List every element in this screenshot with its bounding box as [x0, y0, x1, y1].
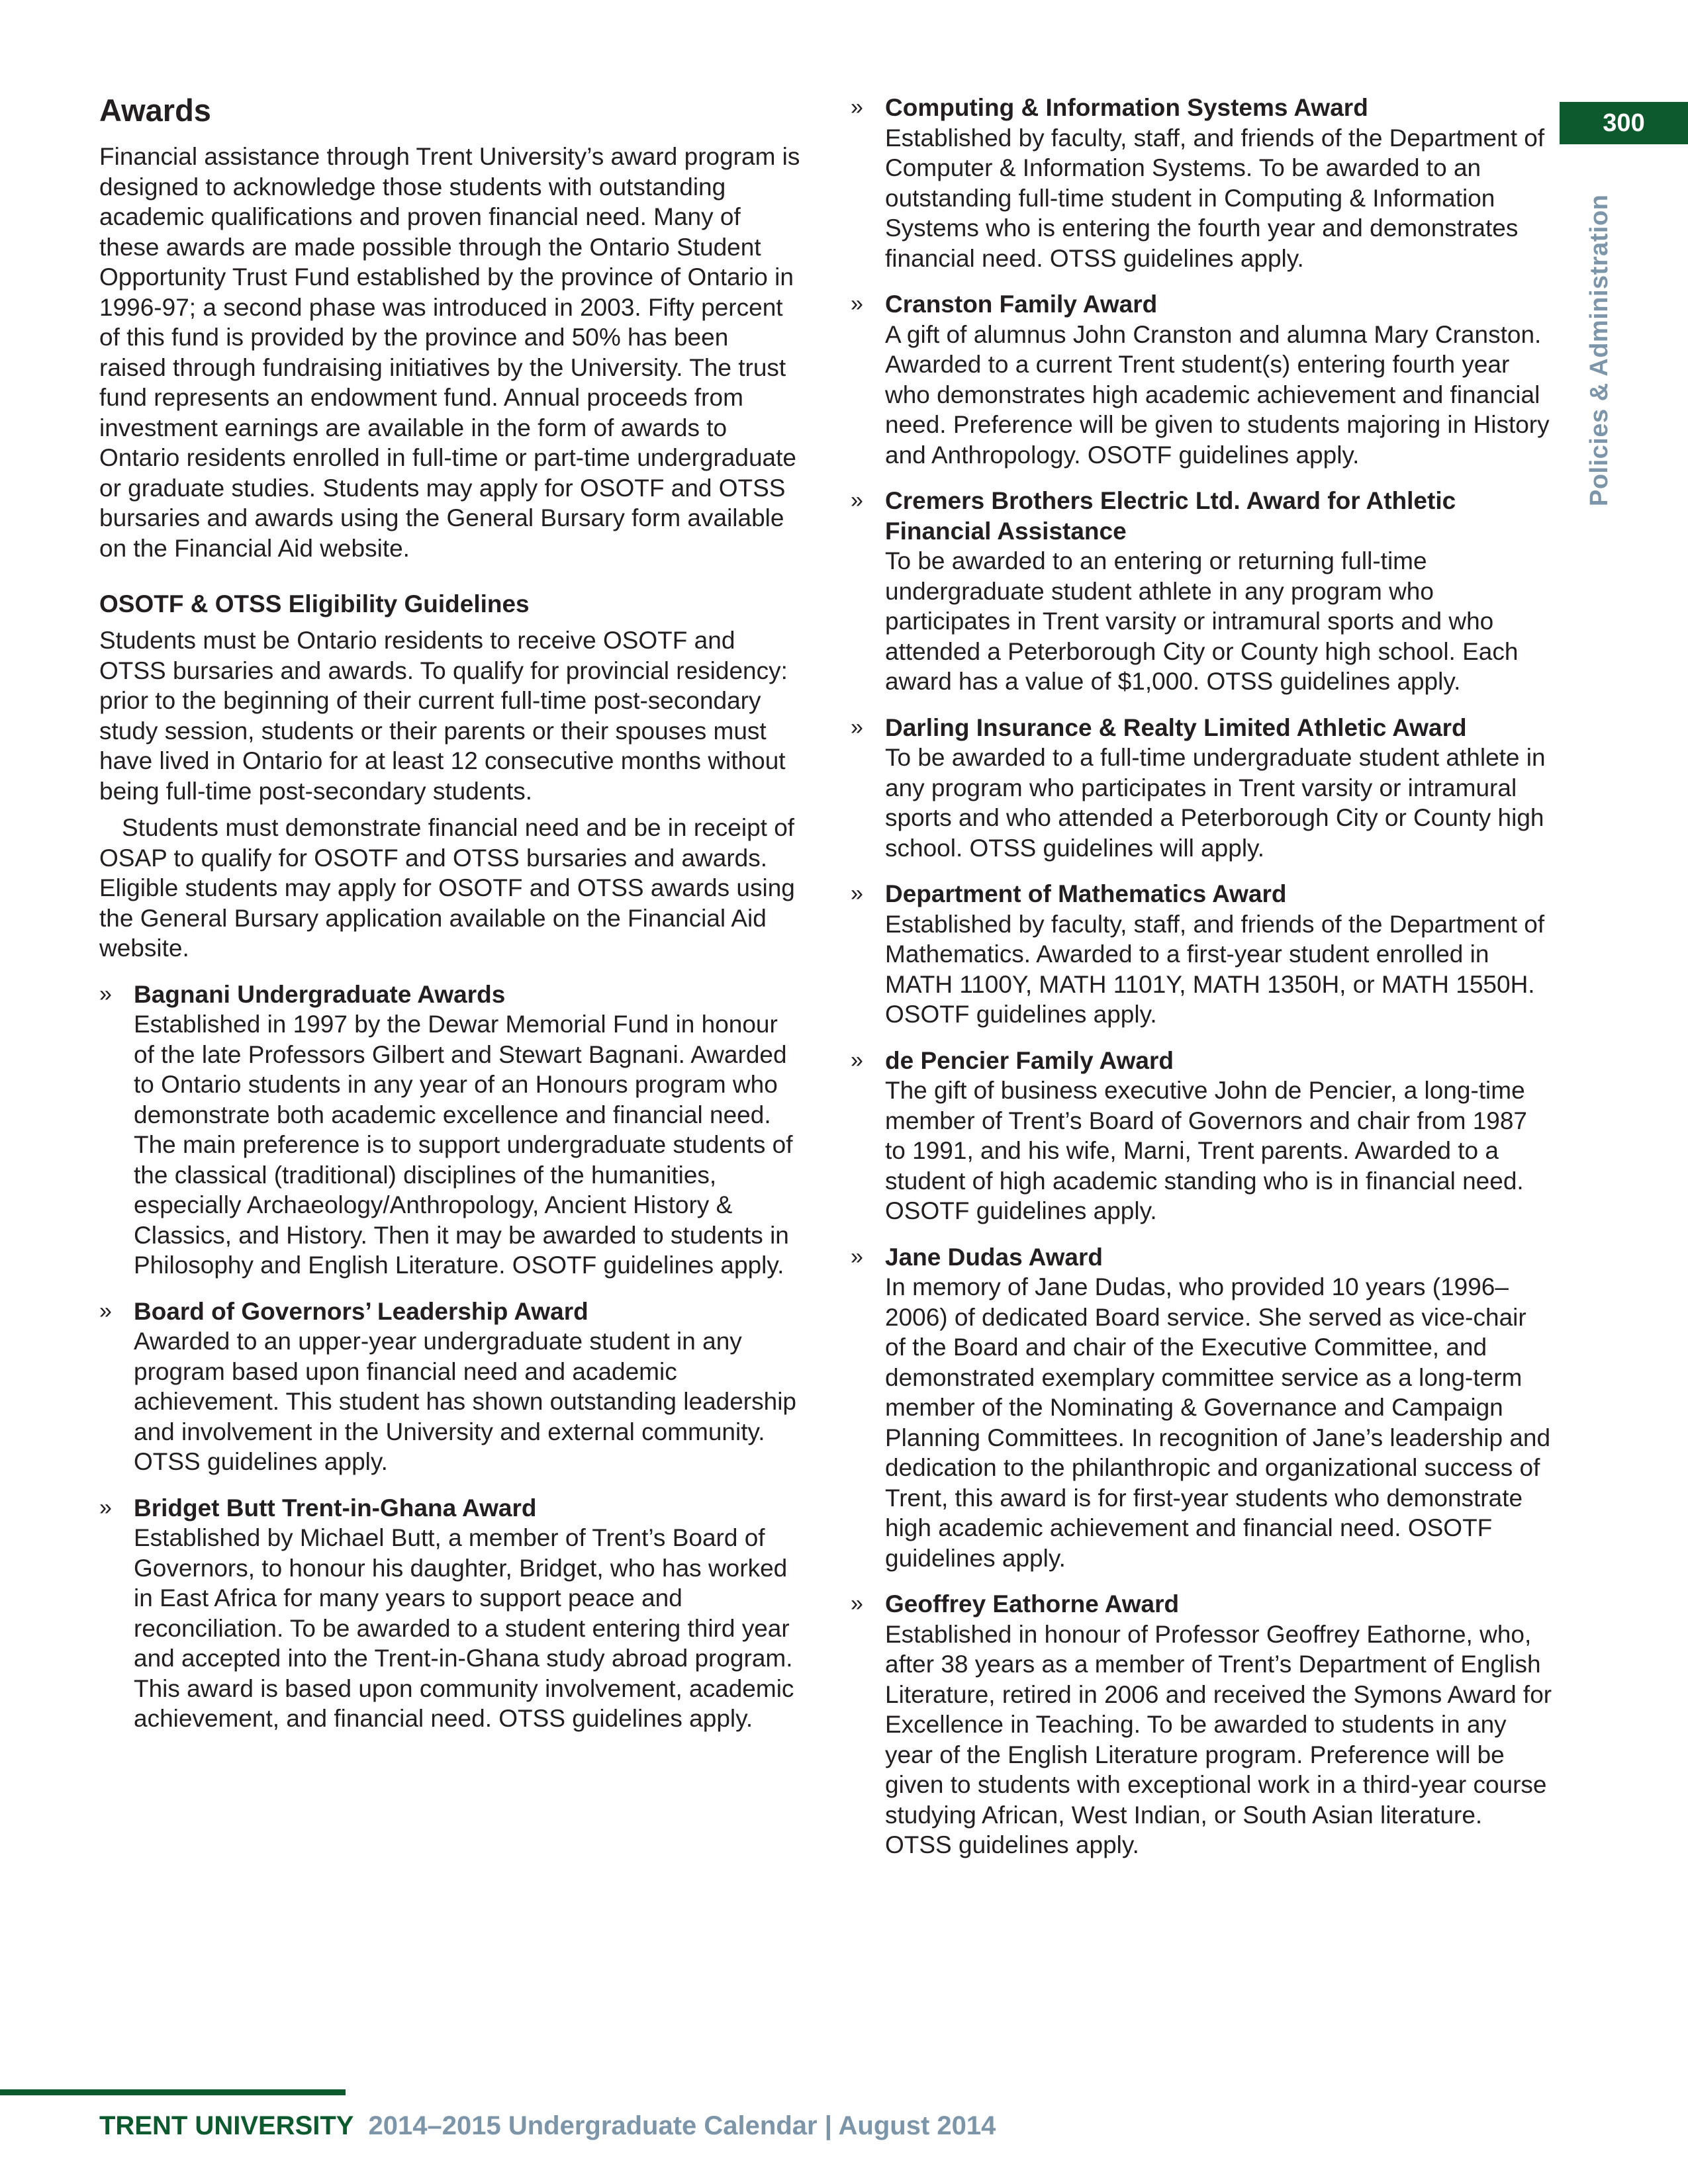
- chevron-bullet-icon: »: [99, 1298, 112, 1324]
- chevron-bullet-icon: »: [851, 1591, 863, 1616]
- award-description: Established in 1997 by the Dewar Memorial Fund in honour of the late Professors Gilbert and Stewart Bagnani. Awarded to Ontario students in any year of an Honours program who demonstrate both academic excellence and financial need. The main preference is to support undergraduate students of the classical (traditional) disciplines of the humanities, especially Archaeology/Anthropology, Ancient History & Classics, and History. Then it may be awarded to students in Philosophy and English Literature. OSOTF guidelines apply.: [134, 1011, 793, 1279]
- award-description: To be awarded to a full-time undergraduate student athlete in any program who participates in Trent varsity or intramural sports and who attended a Peterborough City or County high school. OTSS guidelines will apply.: [885, 744, 1546, 862]
- award-list: [851, 93, 1552, 1860]
- award-entry: [851, 486, 1552, 697]
- award-description: The gift of business executive John de Pencier, a long-time member of Trent’s Board of Governors and chair from 1987 to 1991, and his wife, Marni, Trent parents. Awarded to a student of high academic standing who is in financial need. OSOTF guidelines apply.: [885, 1077, 1528, 1224]
- award-description: Established by faculty, staff, and friends of the Department of Mathematics. Awarded to a first-year student enrolled in MATH 1100Y, MATH 1101Y, MATH 1350H, or MATH 1550H. OSOTF guidelines apply.: [885, 910, 1545, 1028]
- award-description: To be awarded to an entering or returning full-time undergraduate student athlete in any program who participates in Trent varsity or intramural sports and who attended a Peterborough City or County high school. Each award has a value of $1,000. OTSS guidelines apply.: [885, 547, 1519, 695]
- award-title: Bridget Butt Trent-in-Ghana Award: [134, 1494, 537, 1522]
- award-title: Department of Mathematics Award: [885, 880, 1287, 907]
- intro-paragraph: Financial assistance through Trent University’s award program is designed to acknowledge those students with outstanding academic qualifications and proven financial need. Many of these awards are made possible through the Ontario Student Opportunity Trust Fund established by the province of Ontario in 1996-97; a second phase was introduced in 2003. Fifty percent of this fund is provided by the province and 50% has been raised through fundraising initiatives by the University. The trust fund represents an endowment fund. Annual proceeds from investment earnings are available in the form of awards to Ontario residents enrolled in full-time or part-time undergraduate or graduate studies. Students may apply for OSOTF and OTSS bursaries and awards using the General Bursary form available on the Financial Aid website.: [99, 143, 800, 562]
- chevron-bullet-icon: »: [99, 981, 112, 1007]
- footer-rule: [0, 2089, 346, 2095]
- chevron-bullet-icon: »: [851, 714, 863, 740]
- section-side-label: Policies & Administration: [1585, 194, 1613, 506]
- award-title: Board of Governors’ Leadership Award: [134, 1297, 588, 1325]
- award-entry: [99, 979, 801, 1281]
- eligibility-paragraph: Students must be Ontario residents to receive OSOTF and OTSS bursaries and awards. To qualify for provincial residency: prior to the beginning of their current full-time post-secondary study session, students or their parents or their spouses must have lived in Ontario for at least 12 consecutive months without being full-time post-secondary students.: [99, 627, 788, 805]
- award-list: [99, 979, 801, 1734]
- award-title: Computing & Information Systems Award: [885, 94, 1368, 121]
- award-description: A gift of alumnus John Cranston and alumna Mary Cranston. Awarded to a current Trent student(s) entering fourth year who demonstrates high academic achievement and financial need. Preference will be given to students majoring in History and Anthropology. OSOTF guidelines apply.: [885, 320, 1550, 469]
- eligibility-paragraph: Students must demonstrate financial need and be in receipt of OSAP to qualify for OSOTF and OTSS bursaries and awards. Eligible students may apply for OSOTF and OTSS awards using the General Bursary application available on the Financial Aid website.: [99, 814, 795, 962]
- chevron-bullet-icon: »: [99, 1494, 112, 1520]
- award-entry: [851, 289, 1552, 470]
- award-entry: [851, 1242, 1552, 1574]
- page-number-badge: 300: [1560, 102, 1688, 144]
- award-title: Jane Dudas Award: [885, 1243, 1103, 1271]
- award-entry: [851, 879, 1552, 1030]
- award-title: Cremers Brothers Electric Ltd. Award for Athletic Financial Assistance: [885, 487, 1456, 545]
- right-column: [851, 93, 1552, 1860]
- award-entry: [851, 713, 1552, 864]
- footer-university-name: TRENT UNIVERSITY: [99, 2111, 354, 2140]
- award-entry: [851, 93, 1552, 273]
- chevron-bullet-icon: »: [851, 881, 863, 906]
- eligibility-heading: OSOTF & OTSS Eligibility Guidelines: [99, 590, 530, 618]
- award-description: In memory of Jane Dudas, who provided 10 years (1996–2006) of dedicated Board service. She served as vice-chair of the Board and chair of the Executive Committee, and demonstrated exemplary committee service as a long-term member of the Nominating & Governance and Campaign Planning Committees. In recognition of Jane’s leadership and dedication to the philanthropic and organizational success of Trent, this award is for first-year students who demonstrate high academic achievement and financial need. OSOTF guidelines apply.: [885, 1273, 1551, 1572]
- chevron-bullet-icon: »: [851, 488, 863, 513]
- award-entry: [99, 1493, 801, 1734]
- award-title: Bagnani Undergraduate Awards: [134, 980, 506, 1008]
- award-description: Awarded to an upper-year undergraduate student in any program based upon financial need and academic achievement. This student has shown outstanding leadership and involvement in the University and external community. OTSS guidelines apply.: [134, 1328, 797, 1476]
- section-heading: Awards: [99, 93, 211, 128]
- award-title: Darling Insurance & Realty Limited Athletic Award: [885, 713, 1467, 741]
- chevron-bullet-icon: »: [851, 1047, 863, 1073]
- award-entry: [851, 1046, 1552, 1226]
- footer-calendar-title: 2014–2015 Undergraduate Calendar | August 2014: [368, 2111, 996, 2140]
- award-title: Geoffrey Eathorne Award: [885, 1590, 1180, 1617]
- chevron-bullet-icon: »: [851, 1244, 863, 1269]
- chevron-bullet-icon: »: [851, 291, 863, 316]
- award-title: Cranston Family Award: [885, 291, 1158, 318]
- award-description: Established in honour of Professor Geoffrey Eathorne, who, after 38 years as a member of Trent’s Department of English Literature, retired in 2006 and received the Symons Award for Excellence in Teaching. To be awarded to students in any year of the English Literature program. Preference will be given to students with exceptional work in a third-year course studying African, West Indian, or South Asian literature. OTSS guidelines apply.: [885, 1620, 1552, 1858]
- chevron-bullet-icon: »: [851, 95, 863, 120]
- award-description: Established by Michael Butt, a member of Trent’s Board of Governors, to honour his daughter, Bridget, who has worked in East Africa for many years to support peace and reconciliation. To be awarded to a student entering third year and accepted into the Trent-in-Ghana study abroad program. This award is based upon community involvement, academic achievement, and financial need. OTSS guidelines apply.: [134, 1524, 794, 1733]
- award-description: Established by faculty, staff, and friends of the Department of Computer & Information Systems. To be awarded to an outstanding full-time student in Computing & Information Systems who is entering the fourth year and demonstrates financial need. OTSS guidelines apply.: [885, 124, 1545, 272]
- left-column: [99, 93, 801, 1734]
- award-entry: [851, 1589, 1552, 1860]
- footer: [99, 2111, 996, 2141]
- award-title: de Pencier Family Award: [885, 1046, 1174, 1074]
- award-entry: [99, 1297, 801, 1477]
